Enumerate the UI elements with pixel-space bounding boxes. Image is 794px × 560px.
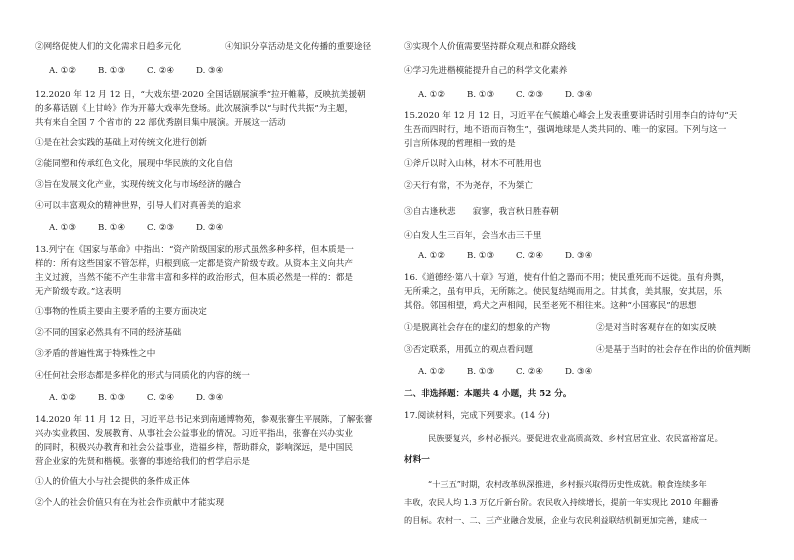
q15-option-3: ③自古逢秋悲 寂寥，我言秋日胜春朝 xyxy=(404,207,559,217)
choice-c[interactable]: C. ②③ xyxy=(147,223,175,233)
choice-b[interactable]: B. ①③ xyxy=(467,367,495,377)
choice-c[interactable]: C. ②④ xyxy=(516,251,544,261)
q12-option-1: ①是在社会实践的基础上对传统文化进行创新 xyxy=(35,138,207,148)
q15-stem-3: 引言所体现的哲理相一致的是 xyxy=(404,139,516,149)
choice-d[interactable]: D. ③④ xyxy=(565,90,593,100)
choice-c[interactable]: C. ②④ xyxy=(147,393,175,403)
q12-option-4: ④可以丰富观众的精神世界，引导人们对真善美的追求 xyxy=(35,201,242,211)
q13-stem-4: 无产阶级专政。”这表明 xyxy=(35,287,122,297)
q15-option-2: ②天行有常，不为尧存，不为桀亡 xyxy=(404,181,533,191)
material-1-line-3: 的目标。农村一、二、三产业融合发展，企业与农民利益联结机制更加完善，建成一 xyxy=(404,515,707,525)
choice-d[interactable]: D. ③④ xyxy=(565,251,593,261)
q14-stem-3: 的同时，积极兴办教育和社会公益事业，造福乡梓，帮助群众，影响深远，是中国民 xyxy=(35,443,353,453)
q13-stem-1: 13.列宁在《国家与革命》中指出：“资产阶级国家的形式虽然多种多样，但本质是一 xyxy=(35,245,354,255)
q15-choices xyxy=(418,250,614,262)
q12-stem-3: 共有来自全国 7 个省市的 22 部优秀剧目集中展演。开展这一活动 xyxy=(35,118,286,128)
q17-intro: 民族要复兴，乡村必振兴。要促进农业高质高效、乡村宜居宜业、农民富裕富足。 xyxy=(428,433,723,443)
choice-b[interactable]: B. ①③ xyxy=(467,90,495,100)
q14-stem-2: 兴办实业救国、发展教育、从事社会公益事业的情况。习近平指出，张謇在兴办实业 xyxy=(35,429,353,439)
choice-c[interactable]: C. ②④ xyxy=(516,367,544,377)
q17-stem: 17.阅读材料，完成下列要求。(14 分) xyxy=(404,411,550,421)
q12-option-2: ②能同塑和传承红色文化，展现中华民族的文化自信 xyxy=(35,159,233,169)
material-1-line-2: 丰收，农民人均 1.3 万亿斤新台阶。农民收入持续增长，提前一年实现比 2010 年翻番 xyxy=(404,497,719,507)
choice-d[interactable]: D. ③④ xyxy=(196,393,224,403)
q16-choices xyxy=(418,366,614,378)
q11-option-4: ④知识分享活动是文化传播的重要途径 xyxy=(225,42,372,52)
choice-a[interactable]: A. ①② xyxy=(418,367,446,377)
q14-option-4: ④学习先进楷模能提升自己的科学文化素养 xyxy=(404,66,568,76)
q14-option-2: ②个人的社会价值只有在为社会作贡献中才能实现 xyxy=(35,498,225,508)
q13-option-2: ②不同的国家必然具有不同的经济基础 xyxy=(35,328,182,338)
q13-stem-2: 样的：所有这些国家不管怎样，归根到底一定都是资产阶级专政。从资本主义向共产 xyxy=(35,259,353,269)
q15-option-1: ①斧斤以时入山林，材木不可胜用也 xyxy=(404,159,542,169)
q16-stem-2: 无所乘之，虽有甲兵，无所陈之。使民复结绳而用之。甘其食，美其服，安其居，乐 xyxy=(404,287,722,297)
q11-choices xyxy=(49,65,245,77)
q13-stem-3: 主义过渡，当然不能不产生非常丰富和多样的政治形式，但本质必然是一样的：都是 xyxy=(35,273,353,283)
q16-stem-1: 16.《道德经·第八十章》写道，使有什伯之器而不用；使民重死而不远徙。虽有舟舆， xyxy=(404,273,730,283)
q12-choices xyxy=(49,222,245,234)
q16-stem-3: 其俗。邻国相望，鸡犬之声相闻，民至老死不相往来。这种“小国寡民”的思想 xyxy=(404,301,697,311)
choice-c[interactable]: C. ②③ xyxy=(516,90,544,100)
q13-option-4: ④任何社会形态都是多样化的形式与同质化的内容的统一 xyxy=(35,371,250,381)
choice-c[interactable]: C. ②④ xyxy=(147,66,175,76)
q15-option-4: ④白发人生三百年，会当水击三千里 xyxy=(404,231,542,241)
q13-choices xyxy=(49,392,245,404)
q12-option-3: ③旨在发展文化产业，实现传统文化与市场经济的融合 xyxy=(35,180,242,190)
section-heading: 二、非选择题：本题共 4 小题，共 52 分。 xyxy=(404,389,572,399)
q13-option-1: ①事物的性质主要由主要矛盾的主要方面决定 xyxy=(35,307,207,317)
q16-option-2: ②是对当时客观存在的如实反映 xyxy=(596,323,717,333)
choice-b[interactable]: B. ①③ xyxy=(467,251,495,261)
q15-stem-1: 15.2020 年 12 月 12 日，习近平在气候雄心峰会上发表重要讲话时引用李白的诗句“天 xyxy=(404,111,738,121)
choice-b[interactable]: B. ①③ xyxy=(98,66,126,76)
choice-d[interactable]: D. ③④ xyxy=(565,367,593,377)
q11-option-2: ②网络促使人们的文化需求日趋多元化 xyxy=(35,42,182,52)
choice-a[interactable]: A. ①② xyxy=(418,251,446,261)
q16-option-4: ④是基于当时的社会存在作出的价值判断 xyxy=(596,345,751,355)
q14-stem-4: 营企业家的先贤和楷模。张謇的事迹给我们的哲学启示是 xyxy=(35,457,250,467)
q16-option-3: ③否定联系，用孤立的观点看问题 xyxy=(404,345,533,355)
q14-option-3: ③实现个人价值需要坚持群众观点和群众路线 xyxy=(404,42,576,52)
choice-a[interactable]: A. ①② xyxy=(49,393,77,403)
q13-option-3: ③矛盾的普遍性寓于特殊性之中 xyxy=(35,349,156,359)
choice-a[interactable]: A. ①③ xyxy=(49,223,77,233)
q15-stem-2: 生吾而四时行，地不语而百物生”，强调地球是人类共同的、唯一的家园。下列与这一 xyxy=(404,125,727,135)
q14-stem-1: 14.2020 年 11 月 12 日，习近平总书记来到南通博物苑，参观张謇生平展陈，了解张謇 xyxy=(35,415,373,425)
q14-choices xyxy=(418,89,614,101)
q16-option-1: ①是脱离社会存在的虚幻的想象的产物 xyxy=(404,323,551,333)
q12-stem-1: 12.2020 年 12 月 12 日，“大戏东望·2020 全国话剧展演季”拉开帷幕，反映抗美援朝 xyxy=(35,90,366,100)
material-1-heading: 材料一 xyxy=(404,455,430,465)
q14-option-1: ①人的价值大小与社会提供的条件成正体 xyxy=(35,477,190,487)
choice-d[interactable]: D. ②④ xyxy=(196,223,224,233)
choice-d[interactable]: D. ③④ xyxy=(196,66,224,76)
material-1-line-1: “十三五”时期，农村改革纵深推进，乡村振兴取得历史性成就。粮食连续多年 xyxy=(428,479,707,489)
choice-b[interactable]: B. ①③ xyxy=(98,393,126,403)
choice-a[interactable]: A. ①② xyxy=(49,66,77,76)
q12-stem-2: 的多幕话剧《上甘岭》作为开幕大戏率先登场。此次展演季以“与时代共振”为主题， xyxy=(35,104,354,114)
choice-b[interactable]: B. ①④ xyxy=(98,223,126,233)
choice-a[interactable]: A. ①② xyxy=(418,90,446,100)
